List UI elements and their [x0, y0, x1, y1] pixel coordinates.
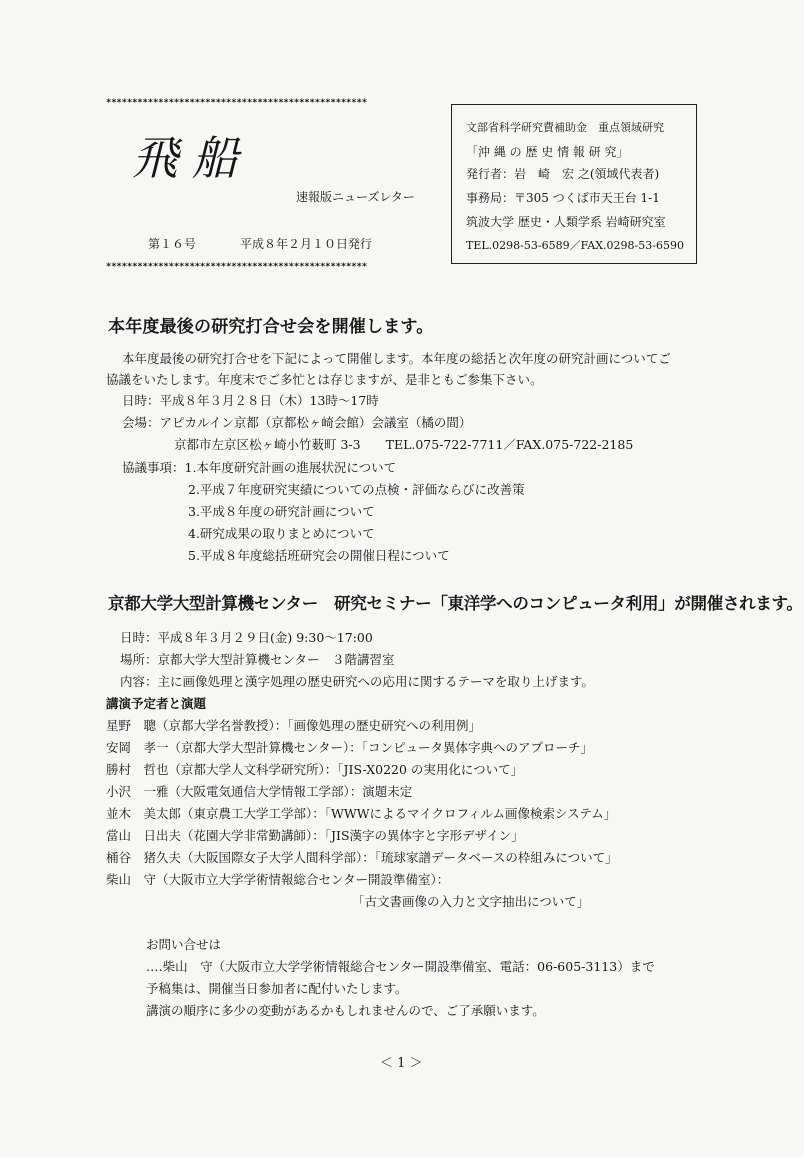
section2-date: 日時：平成８年３月２９日(金) 9:30～17:00	[120, 630, 373, 645]
speaker-row: 小沢 一雅（大阪電気通信大学情報工学部）：演題未定	[106, 784, 413, 799]
infobox-line5: 筑波大学 歴史・人類学系 岩崎研究室	[466, 215, 666, 229]
infobox-line6: TEL.0298-53-6589／FAX.0298-53-6590	[466, 239, 684, 252]
page-number: ＜ 1 ＞	[380, 1056, 423, 1071]
publisher-info-box	[451, 104, 697, 264]
section1-agenda-3: 3.平成８年度の研究計画について	[188, 504, 375, 519]
speakers-label: 講演予定者と演題	[106, 696, 207, 711]
contact-line-3: 講演の順序に多少の変動があるかもしれませんので、ご了承願います。	[146, 1003, 545, 1018]
section2-content: 内容：主に画像処理と漢字処理の歴史研究への応用に関するテーマを取り上げます。	[120, 674, 595, 689]
section1-date: 日時：平成８年３月２８日（木）13時～17時	[122, 393, 379, 408]
speaker-row: 當山 日出夫（花園大学非常勤講師）：「JIS漢字の異体字と字形デザイン」	[106, 828, 524, 843]
contact-line-2: 予稿集は、開催当日参加者に配付いたします。	[146, 981, 408, 996]
speaker-row-continued: 「古文書画像の入力と文字抽出について」	[352, 894, 590, 909]
contact-label: お問い合せは	[146, 937, 222, 952]
speaker-row: 安岡 孝一（京都大学大型計算機センター）：「コンピュータ異体字典へのアプローチ」	[106, 740, 594, 755]
section1-address: 京都市左京区松ヶ崎小竹薮町 3-3 TEL.075-722-7711／FAX.075-722-2185	[174, 437, 634, 452]
infobox-line2: 「沖 縄 の 歴 史 情 報 研 究」	[466, 145, 629, 159]
section2-place: 場所：京都大学大型計算機センター ３階講習室	[120, 652, 395, 667]
section1-intro-2: 協議をいたします。年度末でご多忙とは存じますが、是非ともご参集下さい。	[106, 372, 543, 387]
section2-heading: 京都大学大型計算機センター 研究セミナー「東洋学へのコンピュータ利用」が開催されます。	[108, 594, 803, 613]
speaker-row: 星野 聰（京都大学名誉教授）：「画像処理の歴史研究への利用例」	[106, 718, 482, 733]
section1-agenda-1: 協議事項：1.本年度研究計画の進展状況について	[122, 460, 397, 475]
speaker-row: 勝村 哲也（京都大学人文科学研究所）：「JIS-X0220 の実用化について」	[106, 762, 524, 777]
issue-date: 平成８年２月１０日発行	[240, 237, 373, 251]
section1-agenda-2: 2.平成７年度研究実績についての点検・評価ならびに改善策	[188, 482, 525, 497]
stars-top: **************************************************	[106, 98, 367, 108]
section1-heading: 本年度最後の研究打合せ会を開催します。	[108, 317, 434, 337]
speaker-row: 柴山 守（大阪市立大学学術情報総合センター開設準備室）：	[106, 872, 450, 887]
speaker-row: 並木 美太郎（東京農工大学工学部）：「WWWによるマイクロフィルム画像検索システム」	[106, 806, 617, 821]
infobox-line1: 文部省科学研究費補助金 重点領域研究	[466, 121, 664, 134]
newsletter-subtitle: 速報版ニューズレター	[296, 190, 415, 204]
speaker-row: 桶谷 猪久夫（大阪国際女子大学人間科学部）：「琉球家譜データベースの枠組みについて」	[106, 850, 618, 865]
contact-line-1: ‥‥柴山 守（大阪市立大学学術情報総合センター開設準備室、電話：06-605-3113）まで	[146, 959, 655, 974]
section1-venue: 会場：アピカルイン京都（京都松ヶ崎会館）会議室（橘の間）	[122, 415, 472, 430]
section1-intro-1: 本年度最後の研究打合せを下記によって開催します。本年度の総括と次年度の研究計画についてご	[122, 351, 671, 366]
infobox-line3: 発行者：岩 崎 宏 之(領域代表者)	[466, 167, 660, 181]
section1-agenda-4: 4.研究成果の取りまとめについて	[188, 526, 375, 541]
stars-bottom: **************************************************	[106, 262, 367, 272]
newsletter-logo: 飛船	[132, 131, 252, 185]
section1-agenda-5: 5.平成８年度総括班研究会の開催日程について	[188, 548, 450, 563]
infobox-line4: 事務局：〒305 つくば市天王台 1-1	[466, 191, 660, 205]
issue-number: 第１６号	[148, 237, 197, 251]
